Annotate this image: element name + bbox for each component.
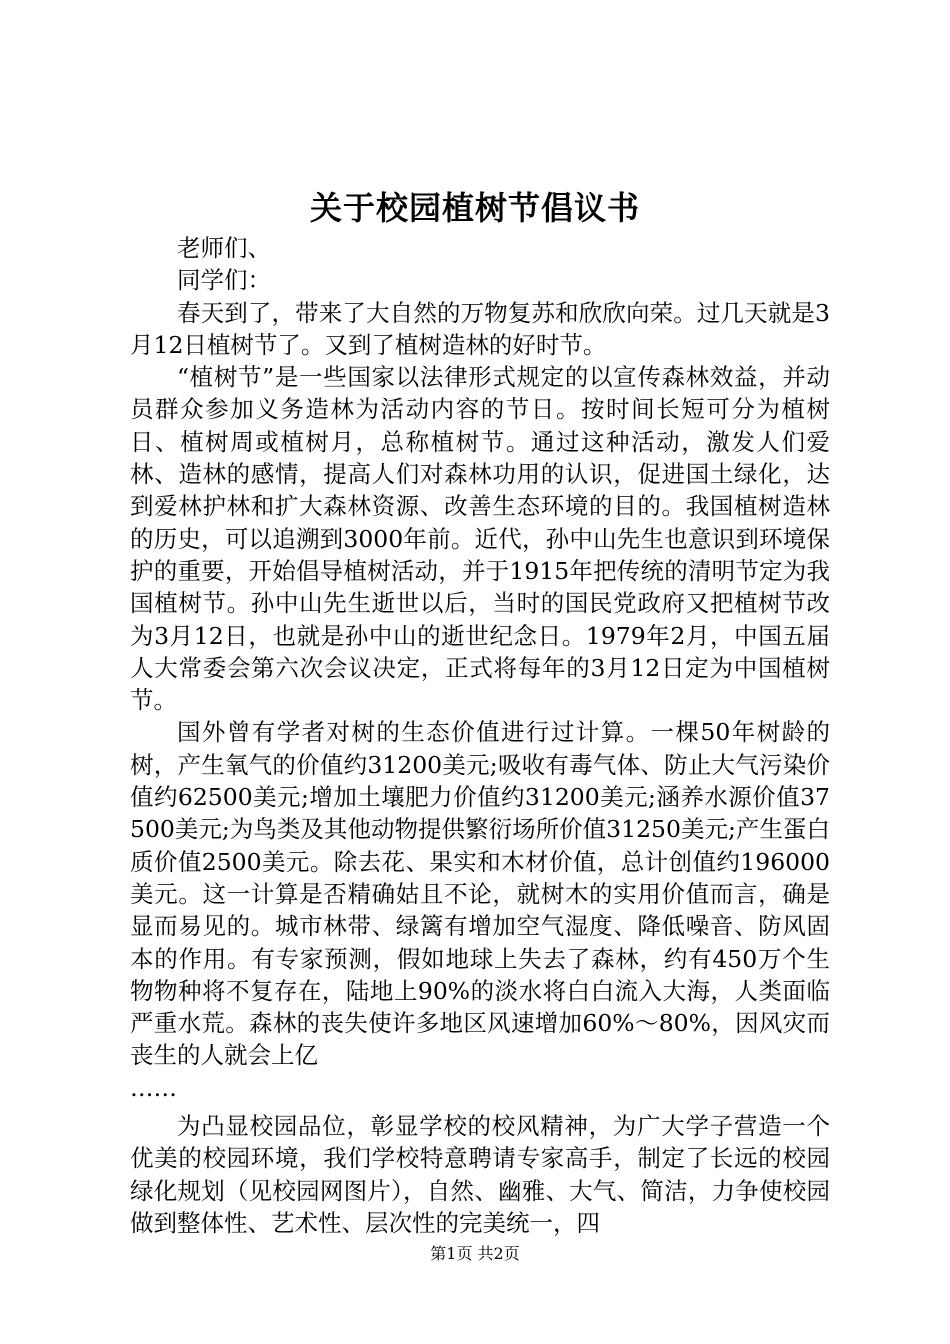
salutation-teachers: 老师们、: [177, 234, 271, 262]
page-footer: 第1页 共2页: [430, 1244, 520, 1263]
paragraph-tree-value: 国外曾有学者对树的生态价值进行过计算。一棵50年树龄的树，产生氧气的价值约31200美元;吸收有毒气体、防止大气污染价值约62500美元;增加土壤肥力价值约31200美元;涵养水源价值37500美元;为鸟类及其他动物提供繁衍场所价值31250美元;产生蛋白质价值2500美元。除去花、果实和木材价值，总计创值约196000美元。这一计算是否精确姑且不论，就树木的实用价值而言，确是显而易见的。城市林带、绿篱有增加空气湿度、降低噪音、防风固本的作用。有专家预测，假如地球上失去了森林，约有450万个生物物种将不复存在，陆地上90%的淡水将白白流入大海，人类面临严重水荒。森林的丧失使许多地区风速增加60%～80%，因风灾而丧生的人就会上亿: [130, 718, 830, 1070]
salutation-students: 同学们：: [177, 266, 271, 295]
paragraph-campus-greening: 为凸显校园品位，彰显学校的校风精神，为广大学子营造一个优美的校园环境，我们学校特意聘请专家高手，制定了长远的校园绿化规划（见校园网图片），自然、幽雅、大气、简洁，力争使校园做到整体性、艺术性、层次性的完美统一，四: [130, 1112, 830, 1237]
paragraph-spring-intro: 春天到了，带来了大自然的万物复苏和欣欣向荣。过几天就是3月12日植树节了。又到了植树造林的好时节。: [130, 298, 830, 359]
paragraph-ellipsis: ……: [130, 1073, 177, 1102]
paragraph-arbor-day-history: “植树节”是一些国家以法律形式规定的以宣传森林效益，并动员群众参加义务造林为活动内容的节日。按时间长短可分为植树日、植树周或植树月，总称植树节。通过这种活动，激发人们爱林、造林的感情，提高人们对森林功用的认识，促进国土绿化，达到爱林护林和扩大森林资源、改善生态环境的目的。我国植树造林的历史，可以追溯到3000年前。近代，孙中山先生也意识到环境保护的重要，开始倡导植树活动，并于1915年把传统的清明节定为我国植树节。孙中山先生逝世以后，当时的国民党政府又把植树节改为3月12日，也就是孙中山的逝世纪念日。1979年2月，中国五届人大常委会第六次会议决定，正式将每年的3月12日定为中国植树节。: [130, 363, 830, 715]
document-title: 关于校园植树节倡议书: [309, 189, 640, 227]
document-body: [130, 232, 830, 1239]
